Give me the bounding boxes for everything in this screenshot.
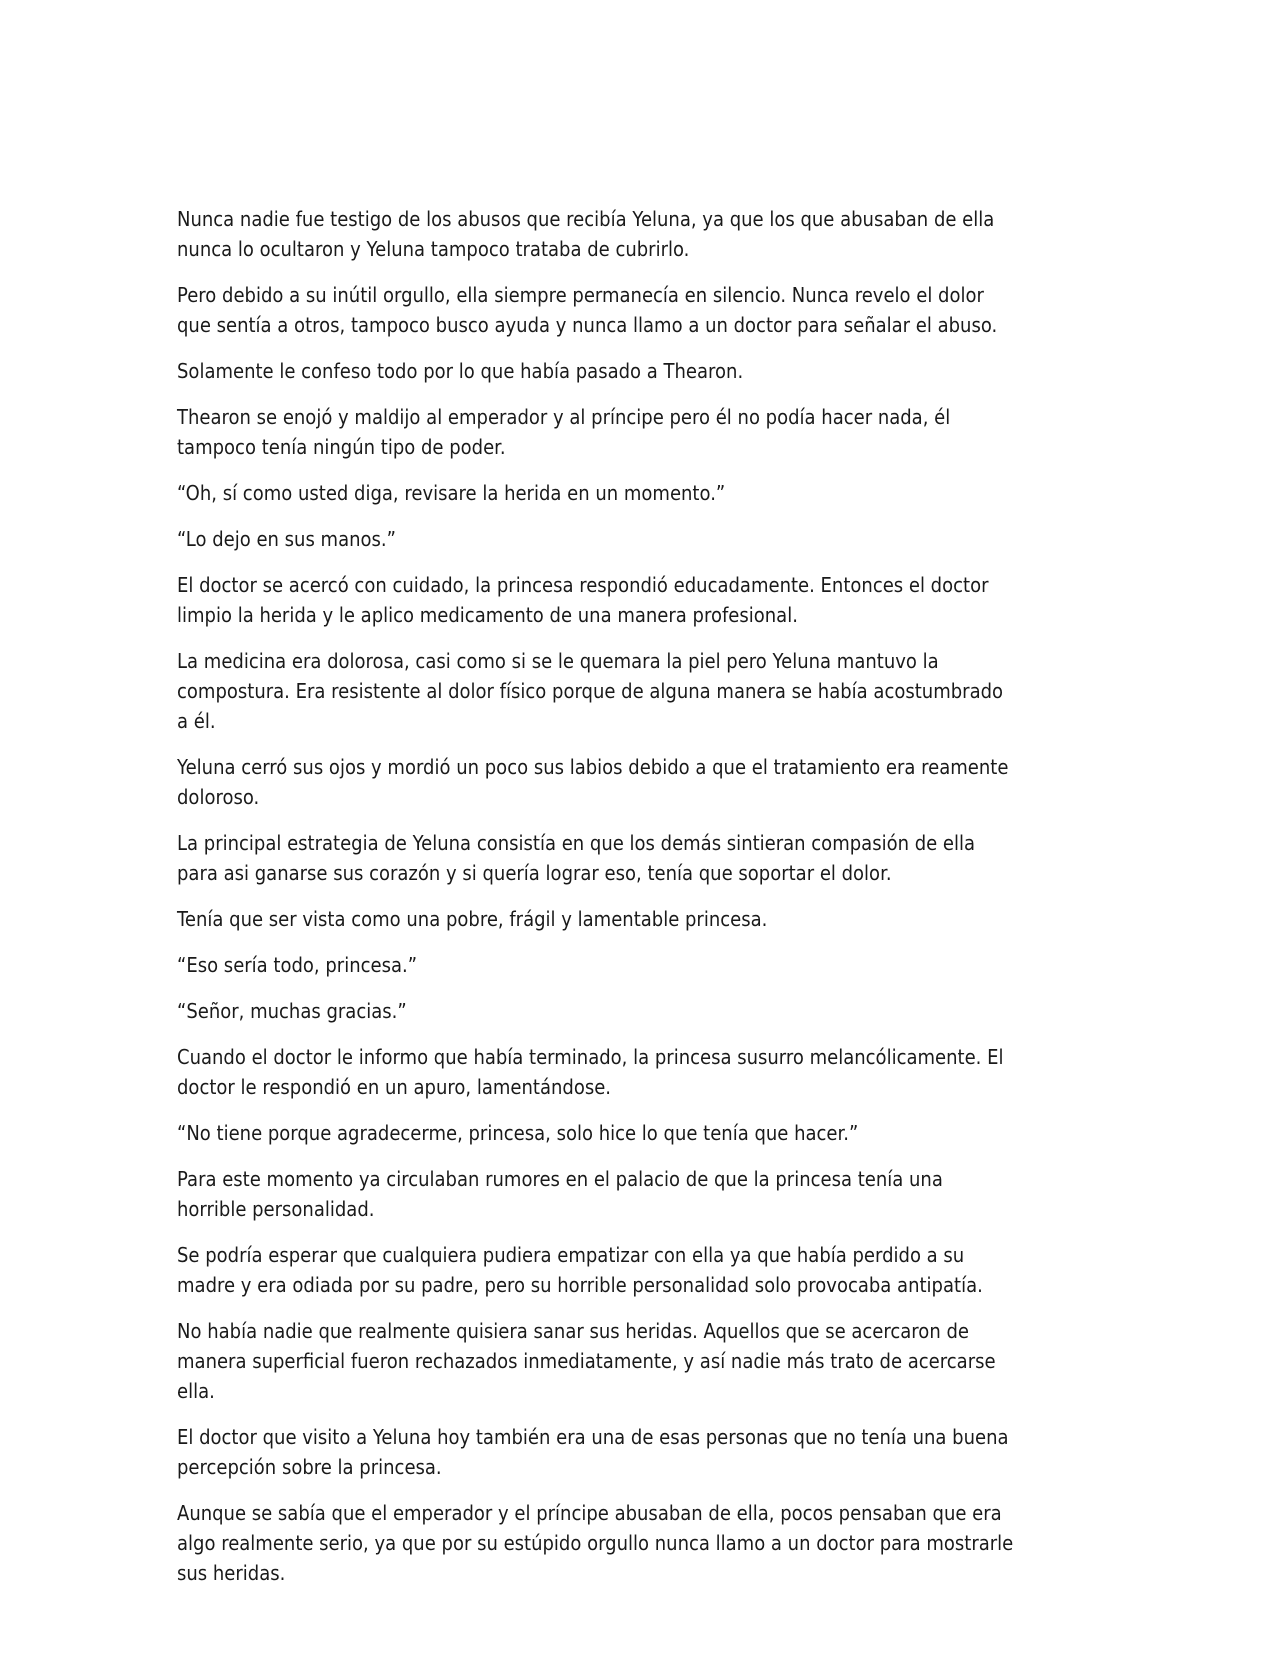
paragraph-20: Aunque se sabía que el emperador y el príncipe abusaban de ella, pocos pensaban que era algo realmente serio, ya que por su estúpido orgullo nunca llamo a un doctor para mostrarle sus heridas. bbox=[177, 1501, 1014, 1585]
document-body bbox=[177, 204, 1014, 1604]
paragraph-2: Pero debido a su inútil orgullo, ella siempre permanecía en silencio. Nunca revelo el dolor que sentía a otros, tampoco busco ayuda y nunca llamo a un doctor para señalar el abuso. bbox=[177, 283, 998, 337]
paragraph-16: Para este momento ya circulaban rumores en el palacio de que la princesa tenía una horrible personalidad. bbox=[177, 1167, 943, 1221]
paragraph-11: Tenía que ser vista como una pobre, frágil y lamentable princesa. bbox=[177, 907, 768, 931]
paragraph-8: La medicina era dolorosa, casi como si se le quemara la piel pero Yeluna mantuvo la compostura. Era resistente al dolor físico porque de alguna manera se había acostumbrado a él. bbox=[177, 649, 1004, 733]
paragraph-17: Se podría esperar que cualquiera pudiera empatizar con ella ya que había perdido a su madre y era odiada por su padre, pero su horrible personalidad solo provocaba antipatía. bbox=[177, 1243, 983, 1297]
paragraph-7: El doctor se acercó con cuidado, la princesa respondió educadamente. Entonces el doctor limpio la herida y le aplico medicamento de una manera profesional. bbox=[177, 573, 989, 627]
paragraph-3: Solamente le confeso todo por lo que había pasado a Thearon. bbox=[177, 359, 744, 383]
paragraph-5: “Oh, sí como usted diga, revisare la herida en un momento.” bbox=[177, 481, 726, 505]
paragraph-12: “Eso sería todo, princesa.” bbox=[177, 953, 418, 977]
paragraph-13: “Señor, muchas gracias.” bbox=[177, 999, 407, 1023]
paragraph-6: “Lo dejo en sus manos.” bbox=[177, 527, 396, 551]
paragraph-9: Yeluna cerró sus ojos y mordió un poco sus labios debido a que el tratamiento era reamente doloroso. bbox=[177, 755, 1009, 809]
paragraph-1: Nunca nadie fue testigo de los abusos que recibía Yeluna, ya que los que abusaban de ella nunca lo ocultaron y Yeluna tampoco trataba de cubrirlo. bbox=[177, 207, 995, 261]
paragraph-10: La principal estrategia de Yeluna consistía en que los demás sintieran compasión de ella para asi ganarse sus corazón y si quería lograr eso, tenía que soportar el dolor. bbox=[177, 831, 976, 885]
paragraph-19: El doctor que visito a Yeluna hoy también era una de esas personas que no tenía una buena percepción sobre la princesa. bbox=[177, 1425, 1009, 1479]
paragraph-14: Cuando el doctor le informo que había terminado, la princesa susurro melancólicamente. El doctor le respondió en un apuro, lamentándose. bbox=[177, 1045, 1004, 1099]
paragraph-18: No había nadie que realmente quisiera sanar sus heridas. Aquellos que se acercaron de manera superficial fueron rechazados inmediatamente, y así nadie más trato de acercarse ella. bbox=[177, 1319, 996, 1403]
paragraph-4: Thearon se enojó y maldijo al emperador y al príncipe pero él no podía hacer nada, él tampoco tenía ningún tipo de poder. bbox=[177, 405, 951, 459]
paragraph-15: “No tiene porque agradecerme, princesa, solo hice lo que tenía que hacer.” bbox=[177, 1121, 859, 1145]
